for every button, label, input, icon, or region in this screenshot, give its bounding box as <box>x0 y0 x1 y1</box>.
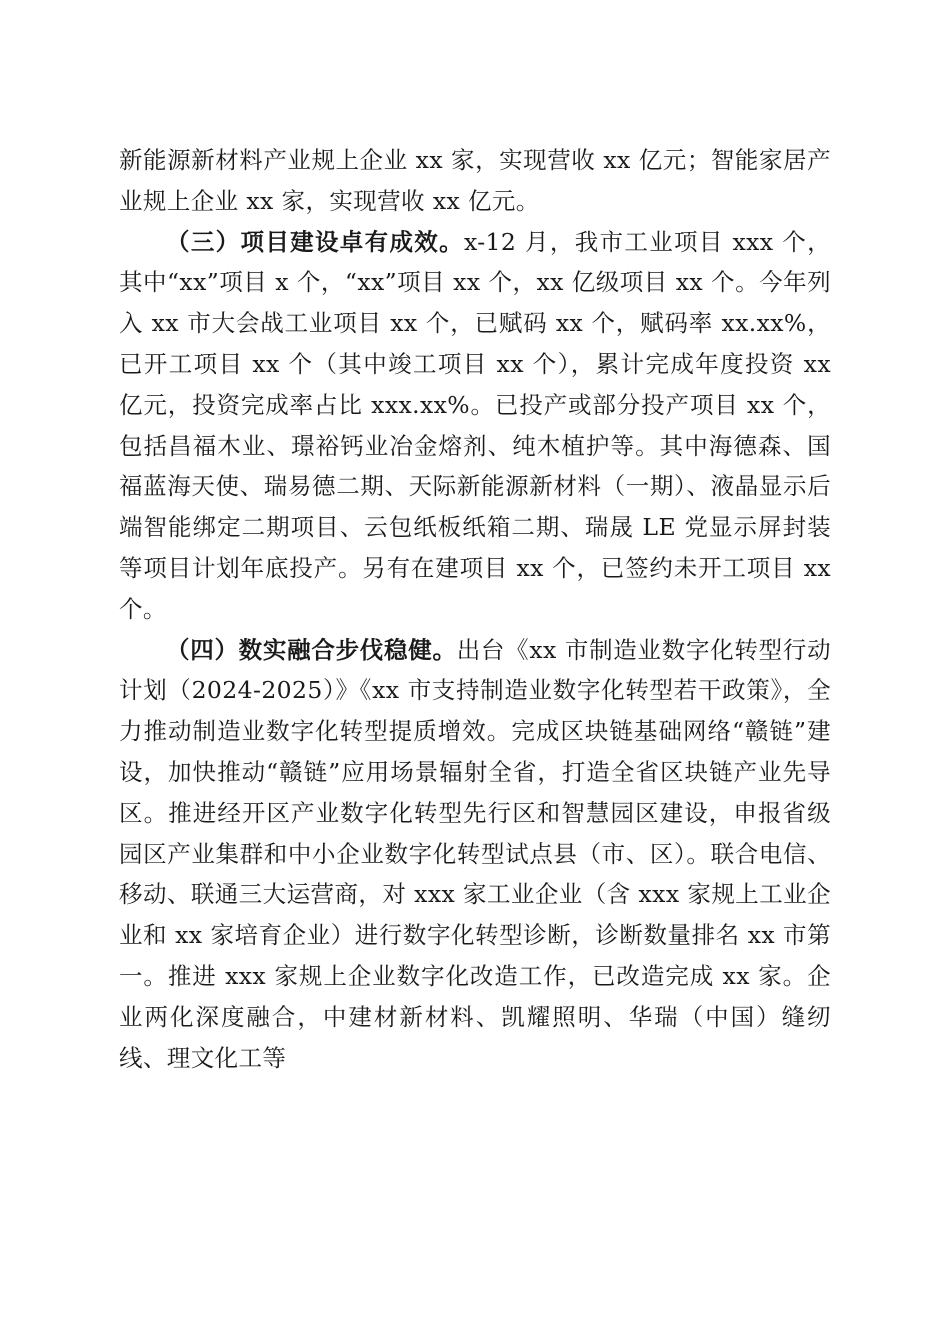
paragraph-digital-integration <box>119 630 831 1079</box>
paragraph-text: 出台《xx 市制造业数字化转型行动计划（2024-2025）》《xx 市支持制造业数字化转型若干政策》，全力推动制造业数字化转型提质增效。完成区块链基础网络“赣链”建设，加快推动“赣链”应用场景辐射全省，打造全省区块链产业先导区。推进经开区产业数字化转型先行区和智慧园区建设，申报省级园区产业集群和中小企业数字化转型试点县（市、区）。联合电信、移动、联通三大运营商，对 xxx 家工业企业（含 xxx 家规上工业企业和 xx 家培育企业）进行数字化转型诊断，诊断数量排名 xx 市第一。推进 xxx 家规上企业数字化改造工作，已改造完成 xx 家。企业两化深度融合，中建材新材料、凯耀照明、华瑞（中国）缝纫线、理文化工等 <box>119 635 831 1072</box>
section-heading-4: （四）数实融合步伐稳健。 <box>166 635 457 664</box>
paragraph-project-construction <box>119 222 831 630</box>
paragraph-text: x-12 月，我市工业项目 xxx 个，其中“xx”项目 x 个，“xx”项目 xx 个，xx 亿级项目 xx 个。今年列入 xx 市大会战工业项目 xx 个，已赋码 xx 个，赋码率 xx.xx%，已开工项目 xx 个（其中竣工项目 xx 个），累计完成年度投资 xx 亿元，投资完成率占比 xxx.xx%。已投产或部分投产项目 xx 个，包括昌福木业、璟裕钙业冶金熔剂、纯木植护等。其中海德森、国福蓝海天使、瑞易德二期、天际新能源新材料（一期）、液晶显示后端智能绑定二期项目、云包纸板纸箱二期、瑞晟 LE 党显示屏封装等项目计划年底投产。另有在建项目 xx 个，已签约未开工项目 xx 个。 <box>119 227 831 623</box>
document-body <box>119 140 831 1078</box>
section-heading-3: （三）项目建设卓有成效。 <box>166 227 464 256</box>
paragraph-continuation <box>119 140 831 222</box>
paragraph-text: 新能源新材料产业规上企业 xx 家，实现营收 xx 亿元；智能家居产业规上企业 xx 家，实现营收 xx 亿元。 <box>119 146 831 215</box>
